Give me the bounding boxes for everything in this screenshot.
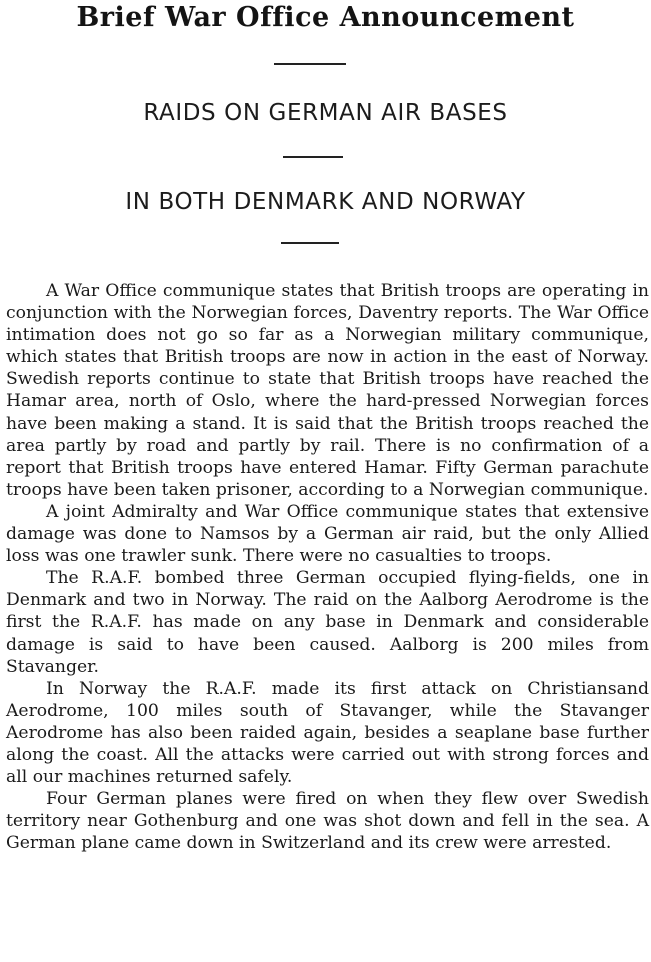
article-paragraph: A joint Admiralty and War Office communique states that extensive damage was done to Namsos by a German air raid, but the only Allied loss was one trawler sunk. There were no casualties to troops. [6, 501, 649, 567]
divider-rule [281, 242, 339, 244]
divider-rule [274, 63, 346, 65]
subheadline-countries: IN BOTH DENMARK AND NORWAY [125, 189, 526, 215]
headline: Brief War Office Announcement [76, 2, 575, 33]
article-body [6, 280, 649, 854]
article-paragraph: Four German planes were fired on when they flew over Swedish territory near Gothenburg and one was shot down and fell in the sea. A German plane came down in Switzerland and its crew were arrested. [6, 789, 649, 854]
subheadline-raids: RAIDS ON GERMAN AIR BASES [143, 100, 508, 126]
article-paragraph: The R.A.F. bombed three German occupied flying-fields, one in Denmark and two in Norway. The raid on the Aalborg Aerodrome is the first the R.A.F. has made on any base in Denmark and considerable damage is said to have been caused. Aalborg is 200 miles from Stavanger. [6, 568, 649, 677]
divider-rule [283, 156, 343, 158]
article-paragraph: A War Office communique states that British troops are operating in conjunction with the Norwegian forces, Daventry reports. The War Office intimation does not go so far as a Norwegian military communique, which states that British troops are now in action in the east of Norway. Swedish reports continue to state that British troops have reached the Hamar area, north of Oslo, where the hard-pressed Norwegian forces have been making a stand. It is said that the British troops reached the area partly by road and partly by rail. There is no confirmation of a report that British troops have entered Hamar. Fifty German parachute troops have been taken prisoner, according to a Norwegian communique. [6, 281, 649, 500]
article-paragraph: In Norway the R.A.F. made its first attack on Christiansand Aerodrome, 100 miles south of Stavanger, while the Stavanger Aerodrome has also been raided again, besides a seaplane base further along the coast. All the attacks were carried out with strong forces and all our machines returned safely. [6, 678, 649, 788]
